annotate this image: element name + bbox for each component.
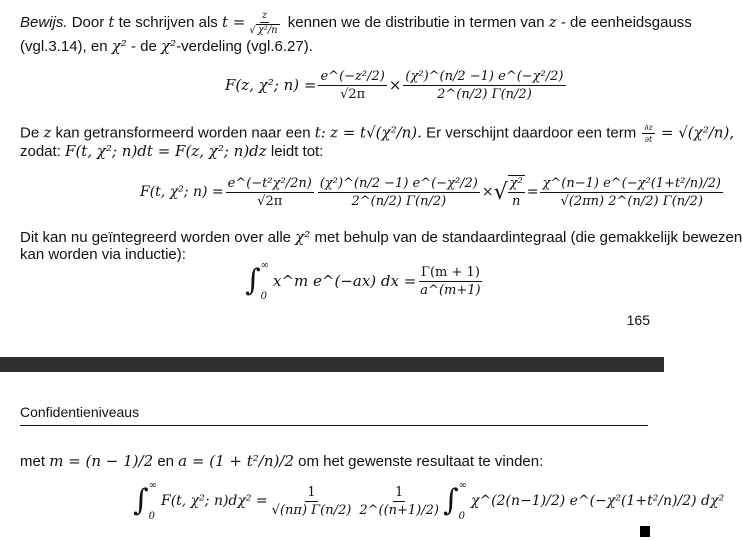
fraction	[357, 485, 441, 518]
integral-sign: ∫	[245, 263, 261, 298]
fraction-numerator: 1	[395, 484, 404, 500]
fraction-numerator: (χ²)^(n/2 −1) e^(−χ²/2)	[405, 68, 564, 84]
proof-label: Bewijs.	[20, 13, 68, 31]
page-number: 165	[626, 312, 650, 328]
text: Er verschijnt daardoor een term	[426, 124, 637, 142]
lower-limit: 0	[148, 511, 156, 522]
math-var: z	[548, 12, 557, 31]
fraction	[403, 69, 565, 102]
fraction-denominator: √2π	[257, 193, 283, 209]
lower-limit: 0	[458, 511, 465, 522]
fraction-numerator: Γ(m + 1)	[420, 264, 480, 280]
text: te schrijven als	[118, 13, 218, 31]
fraction-denominator: a^(m+1)	[420, 282, 481, 298]
fraction	[318, 69, 386, 102]
text: kennen we de distributie in termen van	[287, 13, 545, 31]
fraction-denominator: 2^((n+1)/2)	[359, 502, 439, 518]
upper-limit: ∞	[458, 480, 467, 491]
text: met behulp van de standaardintegraal (die gemakkelijk bewezen	[314, 229, 742, 246]
text: - de eenheidsgauss	[560, 13, 692, 31]
equation-f-z	[225, 62, 568, 108]
math-var: χ²	[161, 37, 177, 55]
text: kan getransformeerd worden naar een	[55, 124, 311, 142]
page-separator	[0, 357, 664, 372]
equation-f-t: F(t, χ²; n) = $\frac{\text{e\textasciicircum{}(−t²χ²/2n)}}{√2\pi}$ $\frac{\text{(χ²)\textasciicircum{}(n/2 −1) e\textasciicircum{}(−χ²/2)}}{2\^{}(n/2) \Gamma(n/2)}$ × √ $\frac{\text{χ²}}{n}$ = $\frac{\text{χ\textasciicircum{}(n−1) e\textasciicircum{}(−χ²(1+t²/n)/2)}}{√(2\pi n) 2\^{}(n/2) \Gamma(n/2)}$	[140, 175, 721, 209]
math-expr: a = (1 + t²/n)/2	[178, 452, 294, 470]
equation-lhs: F(t, χ²; n) =	[140, 184, 224, 200]
text: leidt tot:	[270, 143, 324, 160]
fraction-numerator: z	[261, 10, 268, 21]
text: De	[20, 124, 40, 142]
fraction-denominator: n	[512, 194, 521, 209]
lower-limit: 0	[260, 291, 268, 302]
fraction-denominator: √ χ²/n	[249, 25, 278, 36]
math-expr: = √(χ²/n),	[660, 123, 735, 142]
paragraph-result-line	[20, 452, 648, 471]
fraction-numerator: χ²	[509, 176, 523, 191]
fraction-numerator: ∂z	[644, 123, 653, 132]
header-rule	[20, 425, 648, 426]
upper-limit: ∞	[148, 480, 157, 491]
fraction-denominator: √2π	[340, 86, 366, 102]
text: (vgl.3.14), en	[20, 38, 108, 55]
text: met	[20, 453, 46, 470]
fraction-numerator: 1	[307, 484, 316, 500]
fraction-numerator: e^(−z²/2)	[320, 68, 385, 84]
fraction-denominator: √(nπ) Γ(n/2)	[271, 502, 352, 518]
integral-sign: ∫	[442, 483, 459, 518]
derivative	[642, 123, 654, 144]
integrand: χ^(2(n−1)/2) e^(−χ²(1+t²/n)/2) dχ²	[470, 493, 725, 509]
fraction-numerator: e^(−t²χ²/2n)	[227, 175, 312, 191]
math-expr: z = t√(χ²/n).	[330, 123, 422, 142]
fraction	[318, 176, 480, 209]
fraction-denominator: √(2πn) 2^(n/2) Γ(n/2)	[560, 193, 703, 209]
paragraph-integrate-line-1	[20, 228, 742, 247]
math-var: χ²	[111, 37, 127, 55]
running-header: Confidentieniveaus	[20, 404, 140, 420]
math-var: z	[43, 123, 52, 142]
fraction	[226, 176, 314, 209]
math-var: χ²	[295, 228, 311, 246]
text: om het gewenste resultaat te vinden:	[298, 453, 544, 470]
integral-limits	[149, 480, 157, 522]
paragraph-proof-line-2	[20, 37, 648, 56]
math-var: t:	[314, 123, 326, 142]
fraction-numerator: (χ²)^(n/2 −1) e^(−χ²/2)	[319, 175, 478, 191]
radicand: χ²/n	[257, 25, 278, 36]
fraction-denominator: ∂t	[644, 135, 653, 144]
integral-limits	[459, 480, 467, 522]
paragraph-proof-line-1	[20, 10, 692, 36]
equals-sign: =	[526, 184, 539, 200]
fraction	[418, 265, 482, 298]
times-sign: ×	[388, 76, 402, 94]
text: en	[157, 453, 174, 470]
upper-limit: ∞	[260, 260, 269, 271]
math-var: t	[108, 12, 115, 31]
text: Dit kan nu geïntegreerd worden over alle	[20, 229, 291, 246]
equation-integral-result	[133, 478, 724, 524]
integral-limits	[261, 260, 269, 302]
text: - de	[131, 38, 157, 55]
fraction-numerator: χ^(n−1) e^(−χ²(1+t²/n)/2)	[542, 175, 721, 191]
fraction-denominator: 2^(n/2) Γ(n/2)	[437, 86, 532, 102]
text: zodat:	[20, 143, 61, 160]
equation-lhs: F(t, χ²; n)dχ² =	[160, 493, 268, 509]
fraction-t	[247, 10, 281, 36]
equation-lhs: F(z, χ²; n) =	[225, 76, 317, 94]
paragraph-integrate-line-2: kan worden via inductie):	[20, 246, 186, 263]
integral-sign: ∫	[133, 483, 149, 518]
integrand: x^m e^(−ax) dx =	[272, 272, 417, 290]
sqrt-fraction	[508, 175, 525, 209]
fraction-denominator: 2^(n/2) Γ(n/2)	[351, 193, 447, 209]
text: Door	[71, 13, 105, 31]
equation-standard-integral	[245, 258, 485, 304]
times-sign: ×	[481, 184, 494, 200]
text: -verdeling (vgl.6.27).	[176, 38, 313, 55]
paragraph-transform-line-2	[20, 142, 648, 161]
paragraph-transform-line-1	[20, 123, 735, 144]
math-expr: t =	[221, 12, 246, 31]
math-expr: m = (n − 1)/2	[49, 452, 154, 470]
fraction	[270, 485, 354, 518]
qed-square-icon	[640, 526, 650, 537]
math-expr: F(t, χ²; n)dt = F(z, χ²; n)dz	[65, 142, 267, 160]
fraction	[540, 176, 722, 209]
